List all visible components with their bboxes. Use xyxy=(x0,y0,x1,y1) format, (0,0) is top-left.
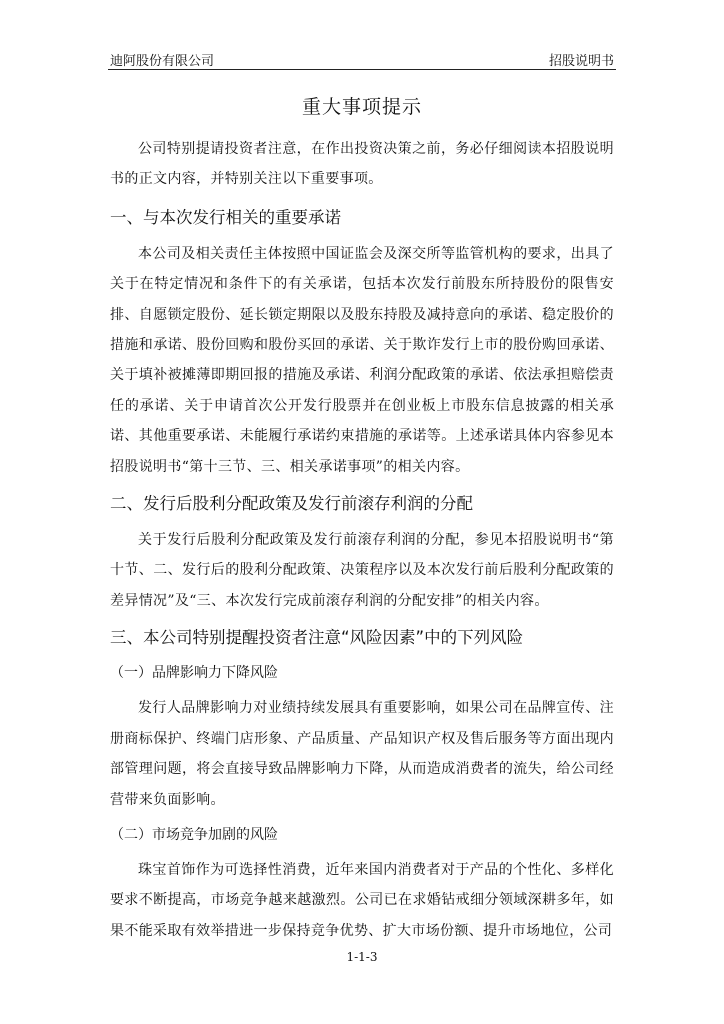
subsection-2-paragraph: 珠宝首饰作为可选择性消费，近年来国内消费者对于产品的个性化、多样化要求不断提高，市场竞争越来越激烈。公司已在求婚钻戒细分领域深耕多年，如果不能采取有效举措进一步保持竞争优势、扩大市场份额、提升市场地位，公司 xyxy=(110,861,614,939)
section-1-paragraph: 本公司及相关责任主体按照中国证监会及深交所等监管机构的要求，出具了关于在特定情况和条件下的有关承诺，包括本次发行前股东所持股份的限售安排、自愿锁定股份、延长锁定期限以及股东持股及减持意向的承诺、稳定股价的措施和承诺、股份回购和股份买回的承诺、关于欺诈发行上市的股份购回承诺、关于填补被摊薄即期回报的措施及承诺、利润分配政策的承诺、依法承担赔偿责任的承诺、关于申请首次公开发行股票并在创业板上市股东信息披露的相关承诺、其他重要承诺、未能履行承诺约束措施的承诺等。上述承诺具体内容参见本招股说明书“第十三节、三、相关承诺事项”的相关内容。 xyxy=(110,245,614,475)
subsection-heading-1: （一）品牌影响力下降风险 xyxy=(110,665,278,682)
subsection-1-paragraph: 发行人品牌影响力对业绩持续发展具有重要影响，如果公司在品牌宣传、注册商标保护、终端门店形象、产品质量、产品知识产权及售后服务等方面出现内部管理问题，将会直接导致品牌影响力下降，从而造成消费者的流失，给公司经营带来负面影响。 xyxy=(110,700,614,808)
page-number: 1-1-3 xyxy=(346,950,378,964)
page-header xyxy=(110,48,614,68)
header-document-type: 招股说明书 xyxy=(548,54,614,69)
header-company-name: 迪阿股份有限公司 xyxy=(110,54,215,69)
section-heading-2: 二、发行后股利分配政策及发行前滚存利润的分配 xyxy=(110,494,473,514)
section-2-paragraph: 关于发行后股利分配政策及发行前滚存利润的分配，参见本招股说明书“第十节、二、发行后的股利分配政策、决策程序以及本次发行前后股利分配政策的差异情况”及“三、本次发行完成前滚存利润的分配安排”的相关内容。 xyxy=(110,532,614,609)
header-rule xyxy=(108,69,616,70)
page-content xyxy=(110,94,614,946)
section-heading-1: 一、与本次发行相关的重要承诺 xyxy=(110,207,341,227)
intro-paragraph: 公司特别提请投资者注意，在作出投资决策之前，务必仔细阅读本招股说明书的正文内容，并特别关注以下重要事项。 xyxy=(110,141,614,188)
section-heading-3: 三、本公司特别提醒投资者注意“风险因素”中的下列风险 xyxy=(110,628,524,648)
subsection-heading-2: （二）市场竞争加剧的风险 xyxy=(110,826,278,843)
page-title: 重大事项提示 xyxy=(301,96,422,118)
